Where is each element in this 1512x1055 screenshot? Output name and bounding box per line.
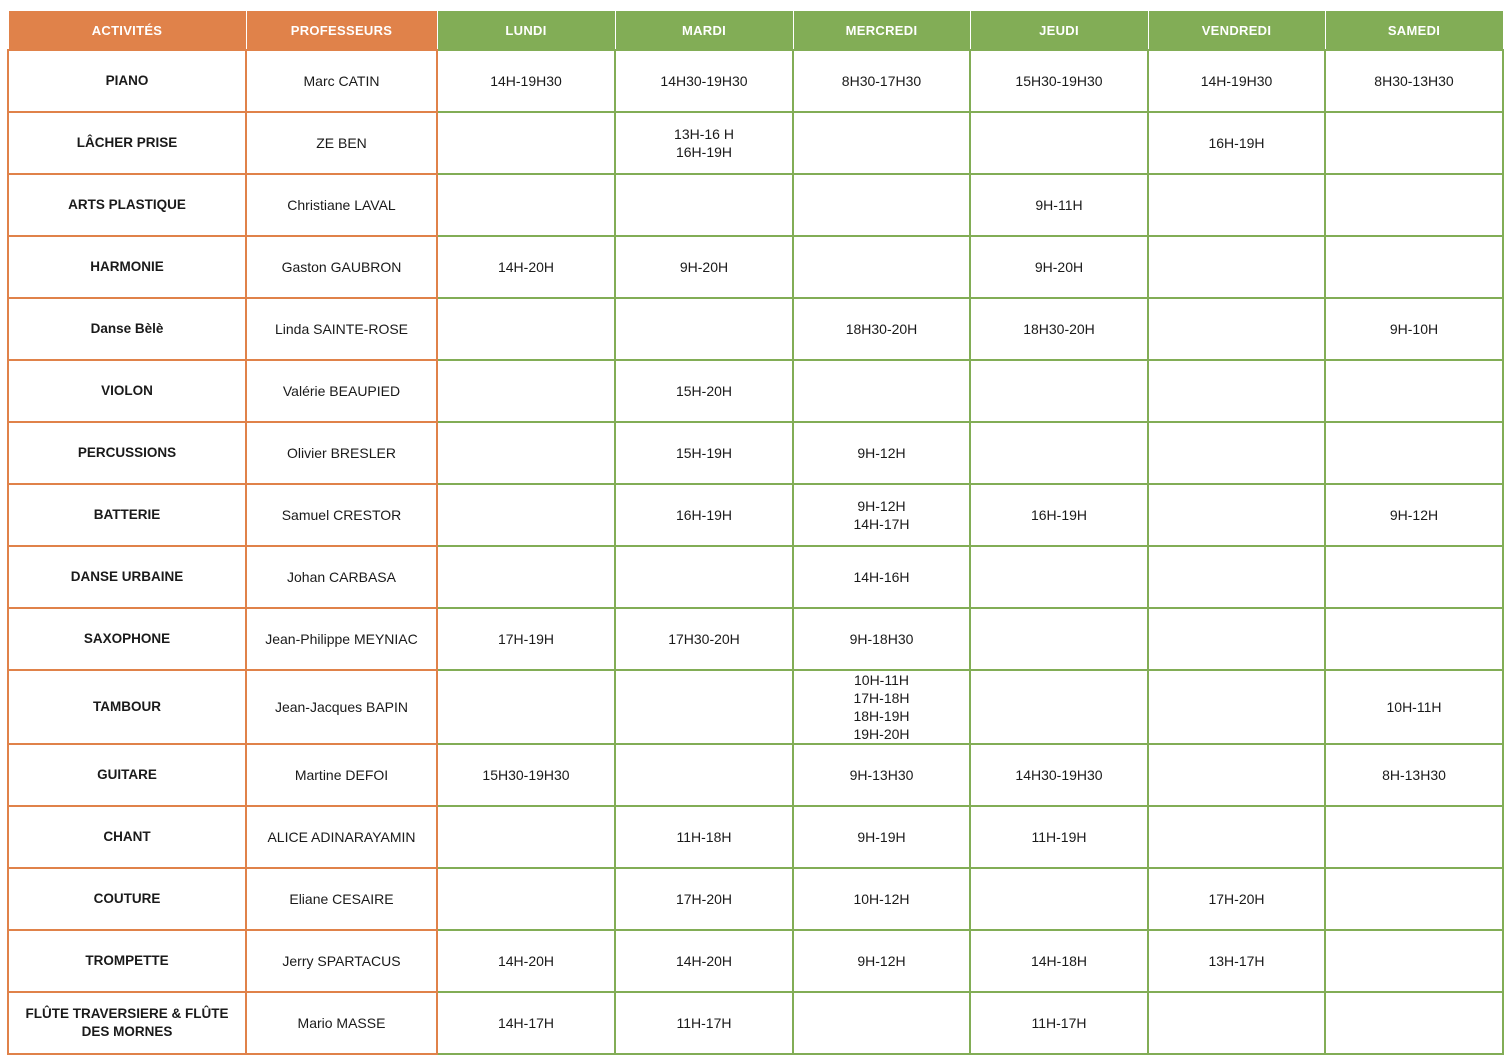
table-row (8, 174, 1503, 236)
schedule-cell (970, 422, 1148, 484)
time-slot: 9H-12H (857, 445, 906, 461)
time-slot: 9H-20H (679, 259, 729, 275)
time-slot: 9H-18H30 (849, 631, 914, 647)
schedule-cell (1148, 298, 1325, 360)
time-slot: 17H-19H (497, 631, 555, 647)
time-slot: 17H-20H (675, 891, 733, 907)
schedule-cell (1148, 174, 1325, 236)
schedule-cell (1325, 484, 1503, 546)
schedule-cell (437, 992, 615, 1054)
activity-cell: CHANT (8, 806, 246, 868)
schedule-cell (437, 422, 615, 484)
teacher-cell: ZE BEN (246, 112, 437, 174)
time-slot: 19H-20H (853, 726, 910, 742)
schedule-cell (793, 112, 970, 174)
schedule-cell (1325, 806, 1503, 868)
schedule-cell (1148, 484, 1325, 546)
schedule-cell (615, 930, 793, 992)
schedule-cell (970, 360, 1148, 422)
activity-cell: Danse Bèlè (8, 298, 246, 360)
time-slot: 9H-12H (857, 953, 906, 969)
schedule-cell (1325, 112, 1503, 174)
schedule-cell (615, 112, 793, 174)
header-day-tuesday: MARDI (615, 11, 793, 51)
teacher-cell: Valérie BEAUPIED (246, 360, 437, 422)
schedule-cell (970, 806, 1148, 868)
schedule-cell (970, 670, 1148, 744)
schedule-cell (437, 236, 615, 298)
schedule-cell (615, 236, 793, 298)
time-slot: 11H-17H (676, 1015, 732, 1031)
schedule-cell (970, 484, 1148, 546)
time-slot: 14H-20H (497, 259, 555, 275)
schedule-cell (1148, 360, 1325, 422)
table-row (8, 744, 1503, 806)
time-slot: 11H-19H (1031, 829, 1087, 845)
teacher-cell: Mario MASSE (246, 992, 437, 1054)
header-day-wednesday: MERCREDI (793, 11, 970, 51)
schedule-cell (793, 174, 970, 236)
activity-cell: COUTURE (8, 868, 246, 930)
schedule-cell (615, 360, 793, 422)
time-slot: 9H-11H (1035, 197, 1083, 213)
time-slot: 14H-18H (1030, 953, 1088, 969)
header-day-friday: VENDREDI (1148, 11, 1325, 51)
schedule-cell (615, 992, 793, 1054)
schedule-cell (793, 670, 970, 744)
schedule-cell (1148, 236, 1325, 298)
teacher-cell: Samuel CRESTOR (246, 484, 437, 546)
activity-cell: PERCUSSIONS (8, 422, 246, 484)
schedule-cell (1325, 608, 1503, 670)
schedule-cell (615, 744, 793, 806)
time-slot: 18H30-20H (1023, 321, 1095, 337)
activity-cell: TAMBOUR (8, 670, 246, 744)
time-slot: 9H-13H30 (849, 767, 914, 783)
schedule-cell (970, 50, 1148, 112)
time-slot: 10H-11H (854, 672, 909, 688)
time-slot: 9H-10H (1389, 321, 1439, 337)
time-slot: 8H-13H30 (1382, 767, 1446, 783)
table-row (8, 608, 1503, 670)
table-row (8, 422, 1503, 484)
activity-cell: LÂCHER PRISE (8, 112, 246, 174)
schedule-cell (793, 298, 970, 360)
schedule-cell (970, 744, 1148, 806)
schedule-cell (793, 422, 970, 484)
time-slot: 14H-20H (675, 953, 733, 969)
schedule-cell (793, 806, 970, 868)
schedule-cell (1325, 422, 1503, 484)
time-slot: 16H-19H (1030, 507, 1088, 523)
table-row (8, 50, 1503, 112)
time-slot: 10H-11H (1386, 699, 1442, 715)
schedule-cell (437, 806, 615, 868)
time-slot: 8H30-17H30 (841, 73, 922, 89)
activity-cell: BATTERIE (8, 484, 246, 546)
schedule-cell (437, 298, 615, 360)
schedule-cell (615, 50, 793, 112)
schedule-cell (1325, 930, 1503, 992)
teacher-cell: Christiane LAVAL (246, 174, 437, 236)
activity-cell: SAXOPHONE (8, 608, 246, 670)
schedule-cell (437, 608, 615, 670)
schedule-cell (970, 868, 1148, 930)
activity-cell: HARMONIE (8, 236, 246, 298)
time-slot: 14H-17H (853, 516, 910, 532)
schedule-cell (1325, 744, 1503, 806)
schedule-cell (437, 174, 615, 236)
schedule-cell (793, 546, 970, 608)
teacher-cell: Gaston GAUBRON (246, 236, 437, 298)
activity-cell: DANSE URBAINE (8, 546, 246, 608)
schedule-cell (437, 744, 615, 806)
schedule-cell (1148, 992, 1325, 1054)
schedule-cell (793, 484, 970, 546)
table-row (8, 360, 1503, 422)
teacher-cell: Johan CARBASA (246, 546, 437, 608)
table-row (8, 546, 1503, 608)
teacher-cell: Olivier BRESLER (246, 422, 437, 484)
schedule-table (7, 10, 1504, 1055)
time-slot: 8H30-13H30 (1374, 73, 1454, 89)
schedule-cell (1325, 992, 1503, 1054)
table-row (8, 236, 1503, 298)
time-slot: 16H-19H (675, 507, 733, 523)
schedule-cell (970, 546, 1148, 608)
time-slot: 15H30-19H30 (1015, 73, 1103, 89)
time-slot: 14H-16H (853, 569, 910, 585)
schedule-cell (615, 670, 793, 744)
header-day-monday: LUNDI (437, 11, 615, 51)
schedule-body (8, 50, 1503, 1054)
table-row (8, 868, 1503, 930)
schedule-cell (615, 806, 793, 868)
teacher-cell: Eliane CESAIRE (246, 868, 437, 930)
schedule-cell (1148, 930, 1325, 992)
schedule-cell (793, 360, 970, 422)
time-slot: 18H-19H (853, 708, 910, 724)
time-slot: 9H-12H (857, 498, 906, 514)
activity-cell: ARTS PLASTIQUE (8, 174, 246, 236)
time-slot: 9H-19H (857, 829, 906, 845)
schedule-cell (970, 608, 1148, 670)
time-slot: 13H-17H (1208, 953, 1265, 969)
time-slot: 10H-12H (853, 891, 910, 907)
schedule-cell (437, 360, 615, 422)
schedule-cell (1325, 868, 1503, 930)
schedule-cell (1148, 608, 1325, 670)
schedule-cell (615, 174, 793, 236)
time-slot: 17H-20H (1208, 891, 1265, 907)
time-slot: 16H-19H (1208, 135, 1265, 151)
activity-cell: VIOLON (8, 360, 246, 422)
schedule-cell (1325, 546, 1503, 608)
schedule-cell (615, 484, 793, 546)
teacher-cell: Jean-Jacques BAPIN (246, 670, 437, 744)
header-day-thursday: JEUDI (970, 11, 1148, 51)
schedule-cell (437, 868, 615, 930)
teacher-cell: Jean-Philippe MEYNIAC (246, 608, 437, 670)
table-row (8, 484, 1503, 546)
activity-cell: GUITARE (8, 744, 246, 806)
table-row (8, 930, 1503, 992)
time-slot: 17H-18H (853, 690, 910, 706)
header-row (8, 11, 1503, 51)
schedule-cell (1148, 422, 1325, 484)
schedule-cell (793, 608, 970, 670)
time-slot: 15H-19H (675, 445, 733, 461)
schedule-cell (437, 546, 615, 608)
header-teacher: PROFESSEURS (246, 11, 437, 51)
schedule-cell (793, 744, 970, 806)
schedule-cell (437, 50, 615, 112)
schedule-cell (437, 484, 615, 546)
activity-cell: PIANO (8, 50, 246, 112)
schedule-cell (1325, 670, 1503, 744)
schedule-cell (1325, 298, 1503, 360)
time-slot: 13H-16 H (674, 126, 734, 142)
header-day-saturday: SAMEDI (1325, 11, 1503, 51)
schedule-cell (970, 992, 1148, 1054)
teacher-cell: Martine DEFOI (246, 744, 437, 806)
time-slot: 16H-19H (675, 144, 733, 160)
schedule-cell (1148, 670, 1325, 744)
time-slot: 14H30-19H30 (1015, 767, 1103, 783)
schedule-cell (1148, 806, 1325, 868)
schedule-cell (970, 112, 1148, 174)
schedule-cell (1148, 50, 1325, 112)
schedule-cell (793, 992, 970, 1054)
header-activity: ACTIVITÉS (8, 11, 246, 51)
schedule-cell (1148, 868, 1325, 930)
schedule-cell (970, 930, 1148, 992)
schedule-cell (437, 930, 615, 992)
schedule-cell (1148, 112, 1325, 174)
schedule-cell (793, 930, 970, 992)
teacher-cell: ALICE ADINARAYAMIN (246, 806, 437, 868)
table-row (8, 670, 1503, 744)
schedule-cell (1148, 744, 1325, 806)
teacher-cell: Jerry SPARTACUS (246, 930, 437, 992)
schedule-cell (970, 298, 1148, 360)
table-row (8, 112, 1503, 174)
schedule-cell (793, 236, 970, 298)
time-slot: 11H-17H (1031, 1015, 1087, 1031)
time-slot: 18H30-20H (845, 321, 918, 337)
time-slot: 14H-19H30 (1200, 73, 1273, 89)
schedule-cell (615, 608, 793, 670)
schedule-cell (1325, 50, 1503, 112)
table-row (8, 992, 1503, 1054)
table-row (8, 298, 1503, 360)
time-slot: 11H-18H (676, 829, 732, 845)
activity-cell: FLÛTE TRAVERSIERE & FLÛTE DES MORNES (8, 992, 246, 1054)
time-slot: 9H-20H (1034, 259, 1084, 275)
schedule-cell (793, 50, 970, 112)
time-slot: 9H-12H (1389, 507, 1439, 523)
time-slot: 15H-20H (675, 383, 733, 399)
schedule-cell (615, 546, 793, 608)
teacher-cell: Marc CATIN (246, 50, 437, 112)
schedule-cell (1148, 546, 1325, 608)
time-slot: 14H-17H (497, 1015, 555, 1031)
schedule-cell (970, 174, 1148, 236)
schedule-cell (437, 112, 615, 174)
time-slot: 17H30-20H (668, 631, 740, 647)
schedule-cell (1325, 174, 1503, 236)
teacher-cell: Linda SAINTE-ROSE (246, 298, 437, 360)
table-row (8, 806, 1503, 868)
schedule-cell (615, 422, 793, 484)
time-slot: 14H-19H30 (490, 73, 562, 89)
time-slot: 14H30-19H30 (660, 73, 748, 89)
schedule-cell (1325, 360, 1503, 422)
schedule-cell (970, 236, 1148, 298)
schedule-cell (793, 868, 970, 930)
time-slot: 15H30-19H30 (482, 767, 570, 783)
time-slot: 14H-20H (497, 953, 555, 969)
schedule-cell (615, 298, 793, 360)
schedule-cell (1325, 236, 1503, 298)
schedule-cell (615, 868, 793, 930)
activity-cell: TROMPETTE (8, 930, 246, 992)
schedule-cell (437, 670, 615, 744)
